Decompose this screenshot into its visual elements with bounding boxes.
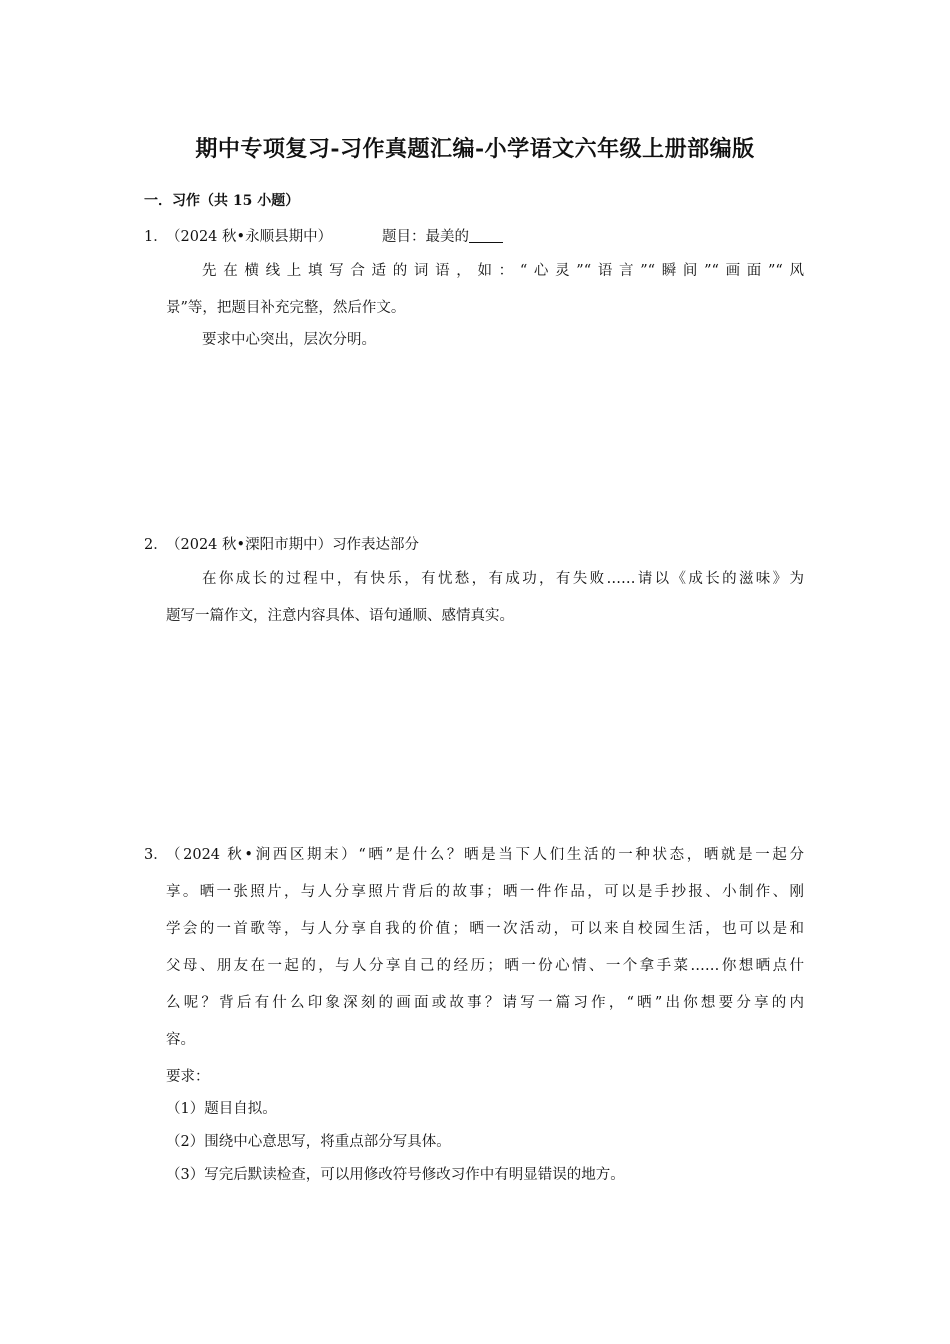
section-heading: 一．习作（共 15 小题） <box>144 193 300 209</box>
page-title: 期中专项复习-习作真题汇编-小学语文六年级上册部编版 <box>195 136 755 162</box>
question-number: 1． <box>144 229 168 245</box>
fill-blank-line <box>469 228 503 243</box>
requirement-item: （2）围绕中心意思写，将重点部分写具体。 <box>166 1134 451 1150</box>
question-prompt <box>382 225 503 246</box>
question-text-line: 容。 <box>166 1032 195 1048</box>
question-header: （2024 秋•溧阳市期中）习作表达部分 <box>166 537 420 553</box>
question-text-line: 么呢？背后有什么印象深刻的画面或故事？请写一篇习作，“晒”出你想要分享的内 <box>166 995 804 1011</box>
question-text-line: 先在横线上填写合适的词语，如：“心灵”“语言”“瞬间”“画面”“风 <box>202 263 804 279</box>
question-text-line: 题写一篇作文，注意内容具体、语句通顺、感情真实。 <box>166 608 514 624</box>
question-number: 3． <box>144 847 168 863</box>
question-text-line: 父母、朋友在一起的，与人分享自己的经历；晒一份心情、一个拿手菜……你想晒点什 <box>166 958 804 974</box>
question-text-line: 学会的一首歌等，与人分享自我的价值；晒一次活动，可以来自校园生活，也可以是和 <box>166 921 804 937</box>
question-text-line: 要求中心突出，层次分明。 <box>202 332 376 348</box>
question-text-line: 景”等，把题目补充完整，然后作文。 <box>166 300 406 316</box>
question-text-line: 享。晒一张照片，与人分享照片背后的故事；晒一件作品，可以是手抄报、小制作、刚 <box>166 884 804 900</box>
question-text-line: （2024 秋•涧西区期末）“晒”是什么？晒是当下人们生活的一种状态，晒就是一起分 <box>166 847 804 863</box>
question-number: 2． <box>144 537 168 553</box>
question-source: （2024 秋•永顺县期中） <box>166 229 333 245</box>
requirements-label: 要求： <box>166 1069 210 1085</box>
requirement-item: （1）题目自拟。 <box>166 1101 277 1117</box>
prompt-text: 题目：最美的 <box>382 229 469 245</box>
question-text-line: 在你成长的过程中，有快乐，有忧愁，有成功，有失败……请以《成长的滋味》为 <box>202 571 804 587</box>
requirement-item: （3）写完后默读检查，可以用修改符号修改习作中有明显错误的地方。 <box>166 1167 625 1183</box>
